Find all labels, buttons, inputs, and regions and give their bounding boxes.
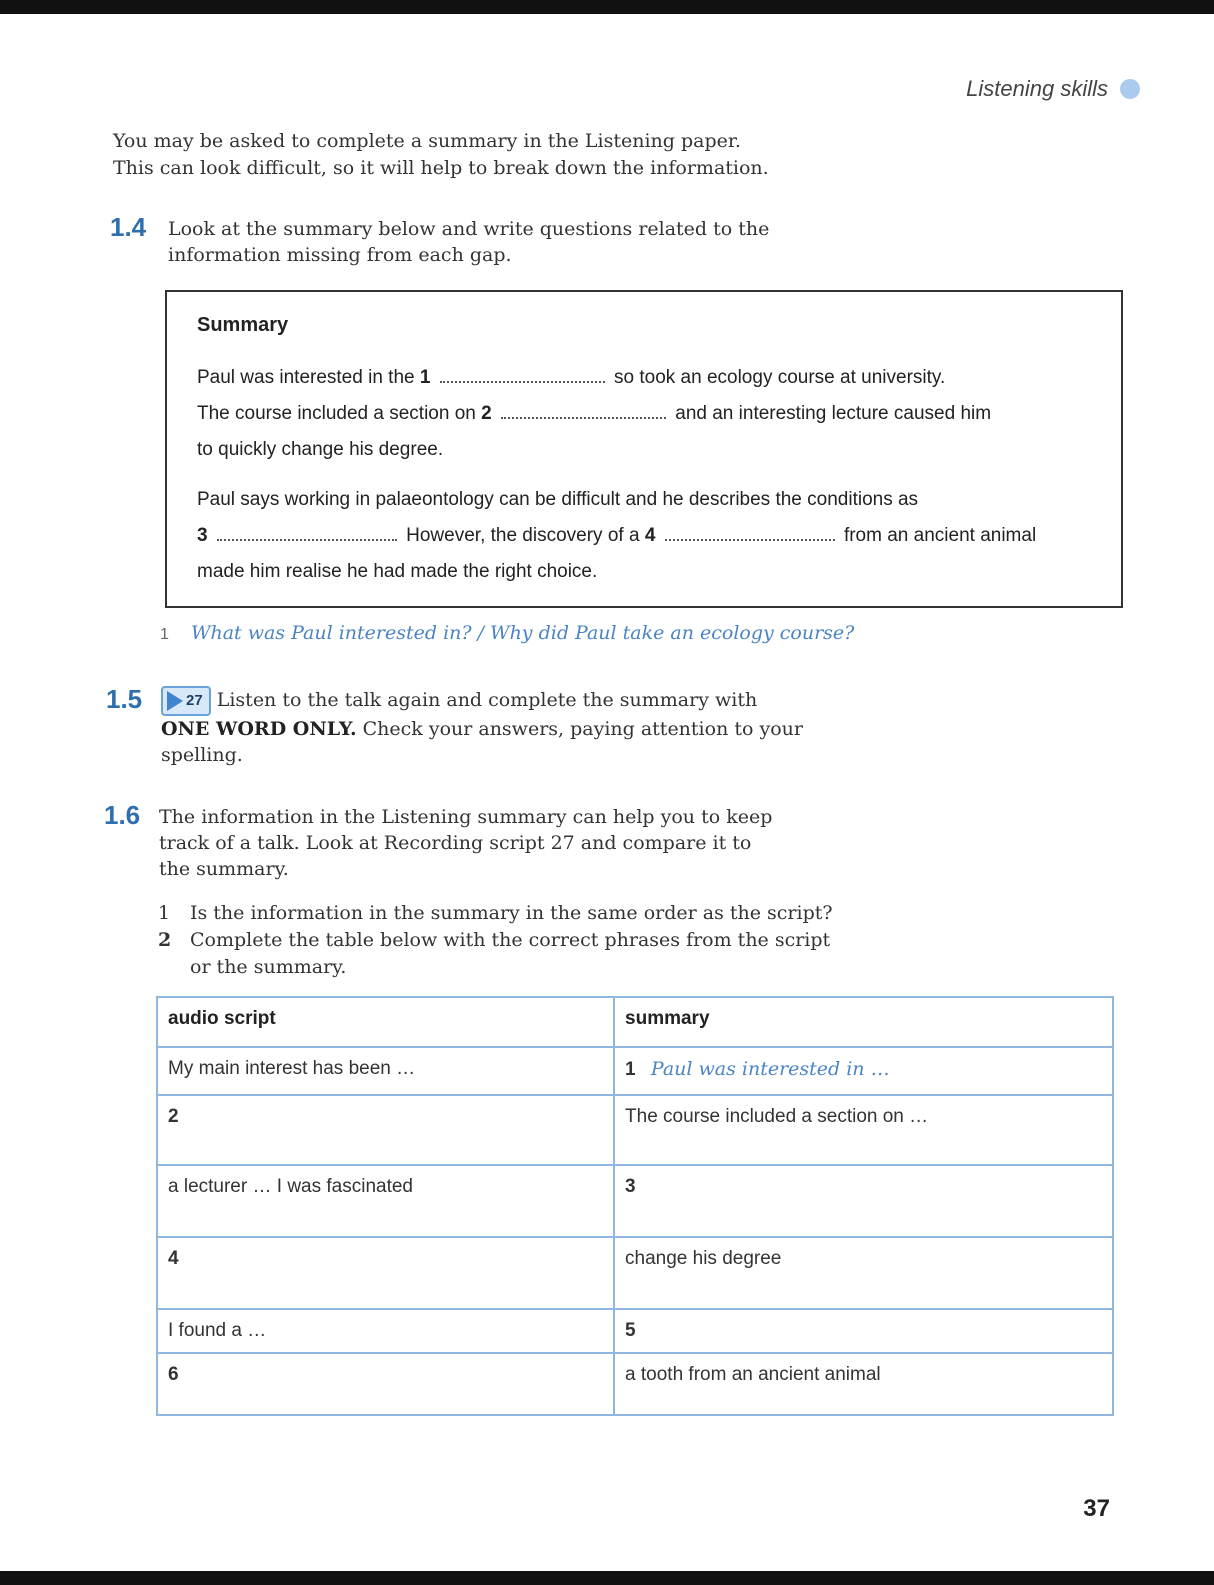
cell-number: 1 xyxy=(625,1059,636,1080)
list-item xyxy=(158,900,833,927)
table-cell-blank[interactable]: 4 xyxy=(157,1237,614,1309)
table-cell-blank[interactable]: 3 xyxy=(614,1165,1113,1237)
table-cell: change his degree xyxy=(614,1237,1113,1309)
page-number: 37 xyxy=(1083,1495,1110,1522)
intro-line: This can look difficult, so it will help to break down the information. xyxy=(113,157,769,179)
list-item xyxy=(158,954,833,981)
instruction-line: the summary. xyxy=(159,858,289,880)
list-number: 1 xyxy=(158,902,171,924)
instruction-line: Look at the summary below and write questions related to the xyxy=(168,218,770,240)
list-number: 2 xyxy=(158,929,172,951)
table-row xyxy=(157,1237,1113,1309)
table-header-row xyxy=(157,997,1113,1047)
gap-3-blank[interactable] xyxy=(217,525,397,541)
gap-1-blank[interactable] xyxy=(440,367,605,383)
gap-number: 3 xyxy=(197,525,208,546)
summary-text: The course included a section on xyxy=(197,403,476,424)
exercise-1-5-instructions xyxy=(161,686,861,768)
summary-title: Summary xyxy=(197,314,289,336)
column-header-audio-script: audio script xyxy=(157,997,614,1047)
summary-text: and an interesting lecture caused him xyxy=(675,403,992,424)
gap-number: 1 xyxy=(419,367,431,388)
list-text: or the summary. xyxy=(190,956,347,978)
handwritten-answer xyxy=(160,622,854,644)
table-cell: a tooth from an ancient animal xyxy=(614,1353,1113,1415)
table-cell-blank[interactable]: 2 xyxy=(157,1095,614,1165)
column-header-summary: summary xyxy=(614,997,1113,1047)
table-cell-blank[interactable]: 6 xyxy=(157,1353,614,1415)
table-cell: The course included a section on … xyxy=(614,1095,1113,1165)
list-text: Complete the table below with the correct phrases from the script xyxy=(190,929,831,951)
instruction-text: Listen to the talk again and complete the summary with xyxy=(216,689,758,711)
handwritten-answer: Paul was interested in … xyxy=(650,1058,890,1080)
intro-line: You may be asked to complete a summary in the Listening paper. xyxy=(113,130,741,152)
table-row xyxy=(157,1353,1113,1415)
table-cell: a lecturer … I was fascinated xyxy=(157,1165,614,1237)
exercise-1-4-instructions xyxy=(168,216,828,268)
list-item xyxy=(158,927,833,954)
summary-text: Paul was interested in the xyxy=(197,367,415,388)
table-row xyxy=(157,1047,1113,1095)
summary-paragraph-2 xyxy=(197,482,1097,590)
instruction-emphasis: ONE WORD ONLY. xyxy=(161,718,357,740)
instruction-line: information missing from each gap. xyxy=(168,244,512,266)
gap-number: 4 xyxy=(644,525,656,546)
section-dot-icon xyxy=(1120,79,1140,99)
summary-text: made him realise he had made the right choice. xyxy=(197,561,598,582)
intro-text xyxy=(113,128,813,182)
question-list xyxy=(158,900,833,981)
gap-2-blank[interactable] xyxy=(501,403,666,419)
comparison-table xyxy=(156,996,1114,1416)
play-icon xyxy=(167,691,183,711)
table-cell: My main interest has been … xyxy=(157,1047,614,1095)
exercise-number-1-6: 1.6 xyxy=(104,800,141,830)
table-cell-blank[interactable]: 5 xyxy=(614,1309,1113,1353)
table-cell xyxy=(614,1047,1113,1095)
instruction-line: track of a talk. Look at Recording script 27 and compare it to xyxy=(159,832,752,854)
summary-paragraph-1 xyxy=(197,360,1097,468)
table-row xyxy=(157,1095,1113,1165)
summary-box xyxy=(165,290,1123,608)
bottom-edge xyxy=(0,1571,1214,1585)
answer-number: 1 xyxy=(160,626,169,643)
answer-text: What was Paul interested in? / Why did Paul take an ecology course? xyxy=(190,622,855,644)
summary-text: However, the discovery of a xyxy=(406,525,640,546)
track-number: 27 xyxy=(186,692,203,709)
running-head-text: Listening skills xyxy=(966,76,1108,101)
summary-text: so took an ecology course at university. xyxy=(614,367,946,388)
top-edge xyxy=(0,0,1214,14)
summary-text: to quickly change his degree. xyxy=(197,439,444,460)
gap-4-blank[interactable] xyxy=(665,525,835,541)
summary-text: from an ancient animal xyxy=(843,525,1037,546)
gap-number: 2 xyxy=(481,403,492,424)
running-head xyxy=(966,76,1140,102)
exercise-1-6-instructions xyxy=(159,804,839,882)
table-row xyxy=(157,1165,1113,1237)
audio-track-button[interactable] xyxy=(161,686,211,716)
table-cell: I found a … xyxy=(157,1309,614,1353)
instruction-text: Check your answers, paying attention to your xyxy=(362,718,803,740)
instruction-line: The information in the Listening summary can help you to keep xyxy=(159,806,773,828)
summary-text: Paul says working in palaeontology can be difficult and he describes the conditions as xyxy=(197,489,919,510)
instruction-text: spelling. xyxy=(161,744,243,766)
table-row xyxy=(157,1309,1113,1353)
exercise-number-1-4: 1.4 xyxy=(110,212,147,242)
list-text: Is the information in the summary in the same order as the script? xyxy=(190,902,833,924)
list-number xyxy=(158,954,190,981)
exercise-number-1-5: 1.5 xyxy=(106,684,143,714)
